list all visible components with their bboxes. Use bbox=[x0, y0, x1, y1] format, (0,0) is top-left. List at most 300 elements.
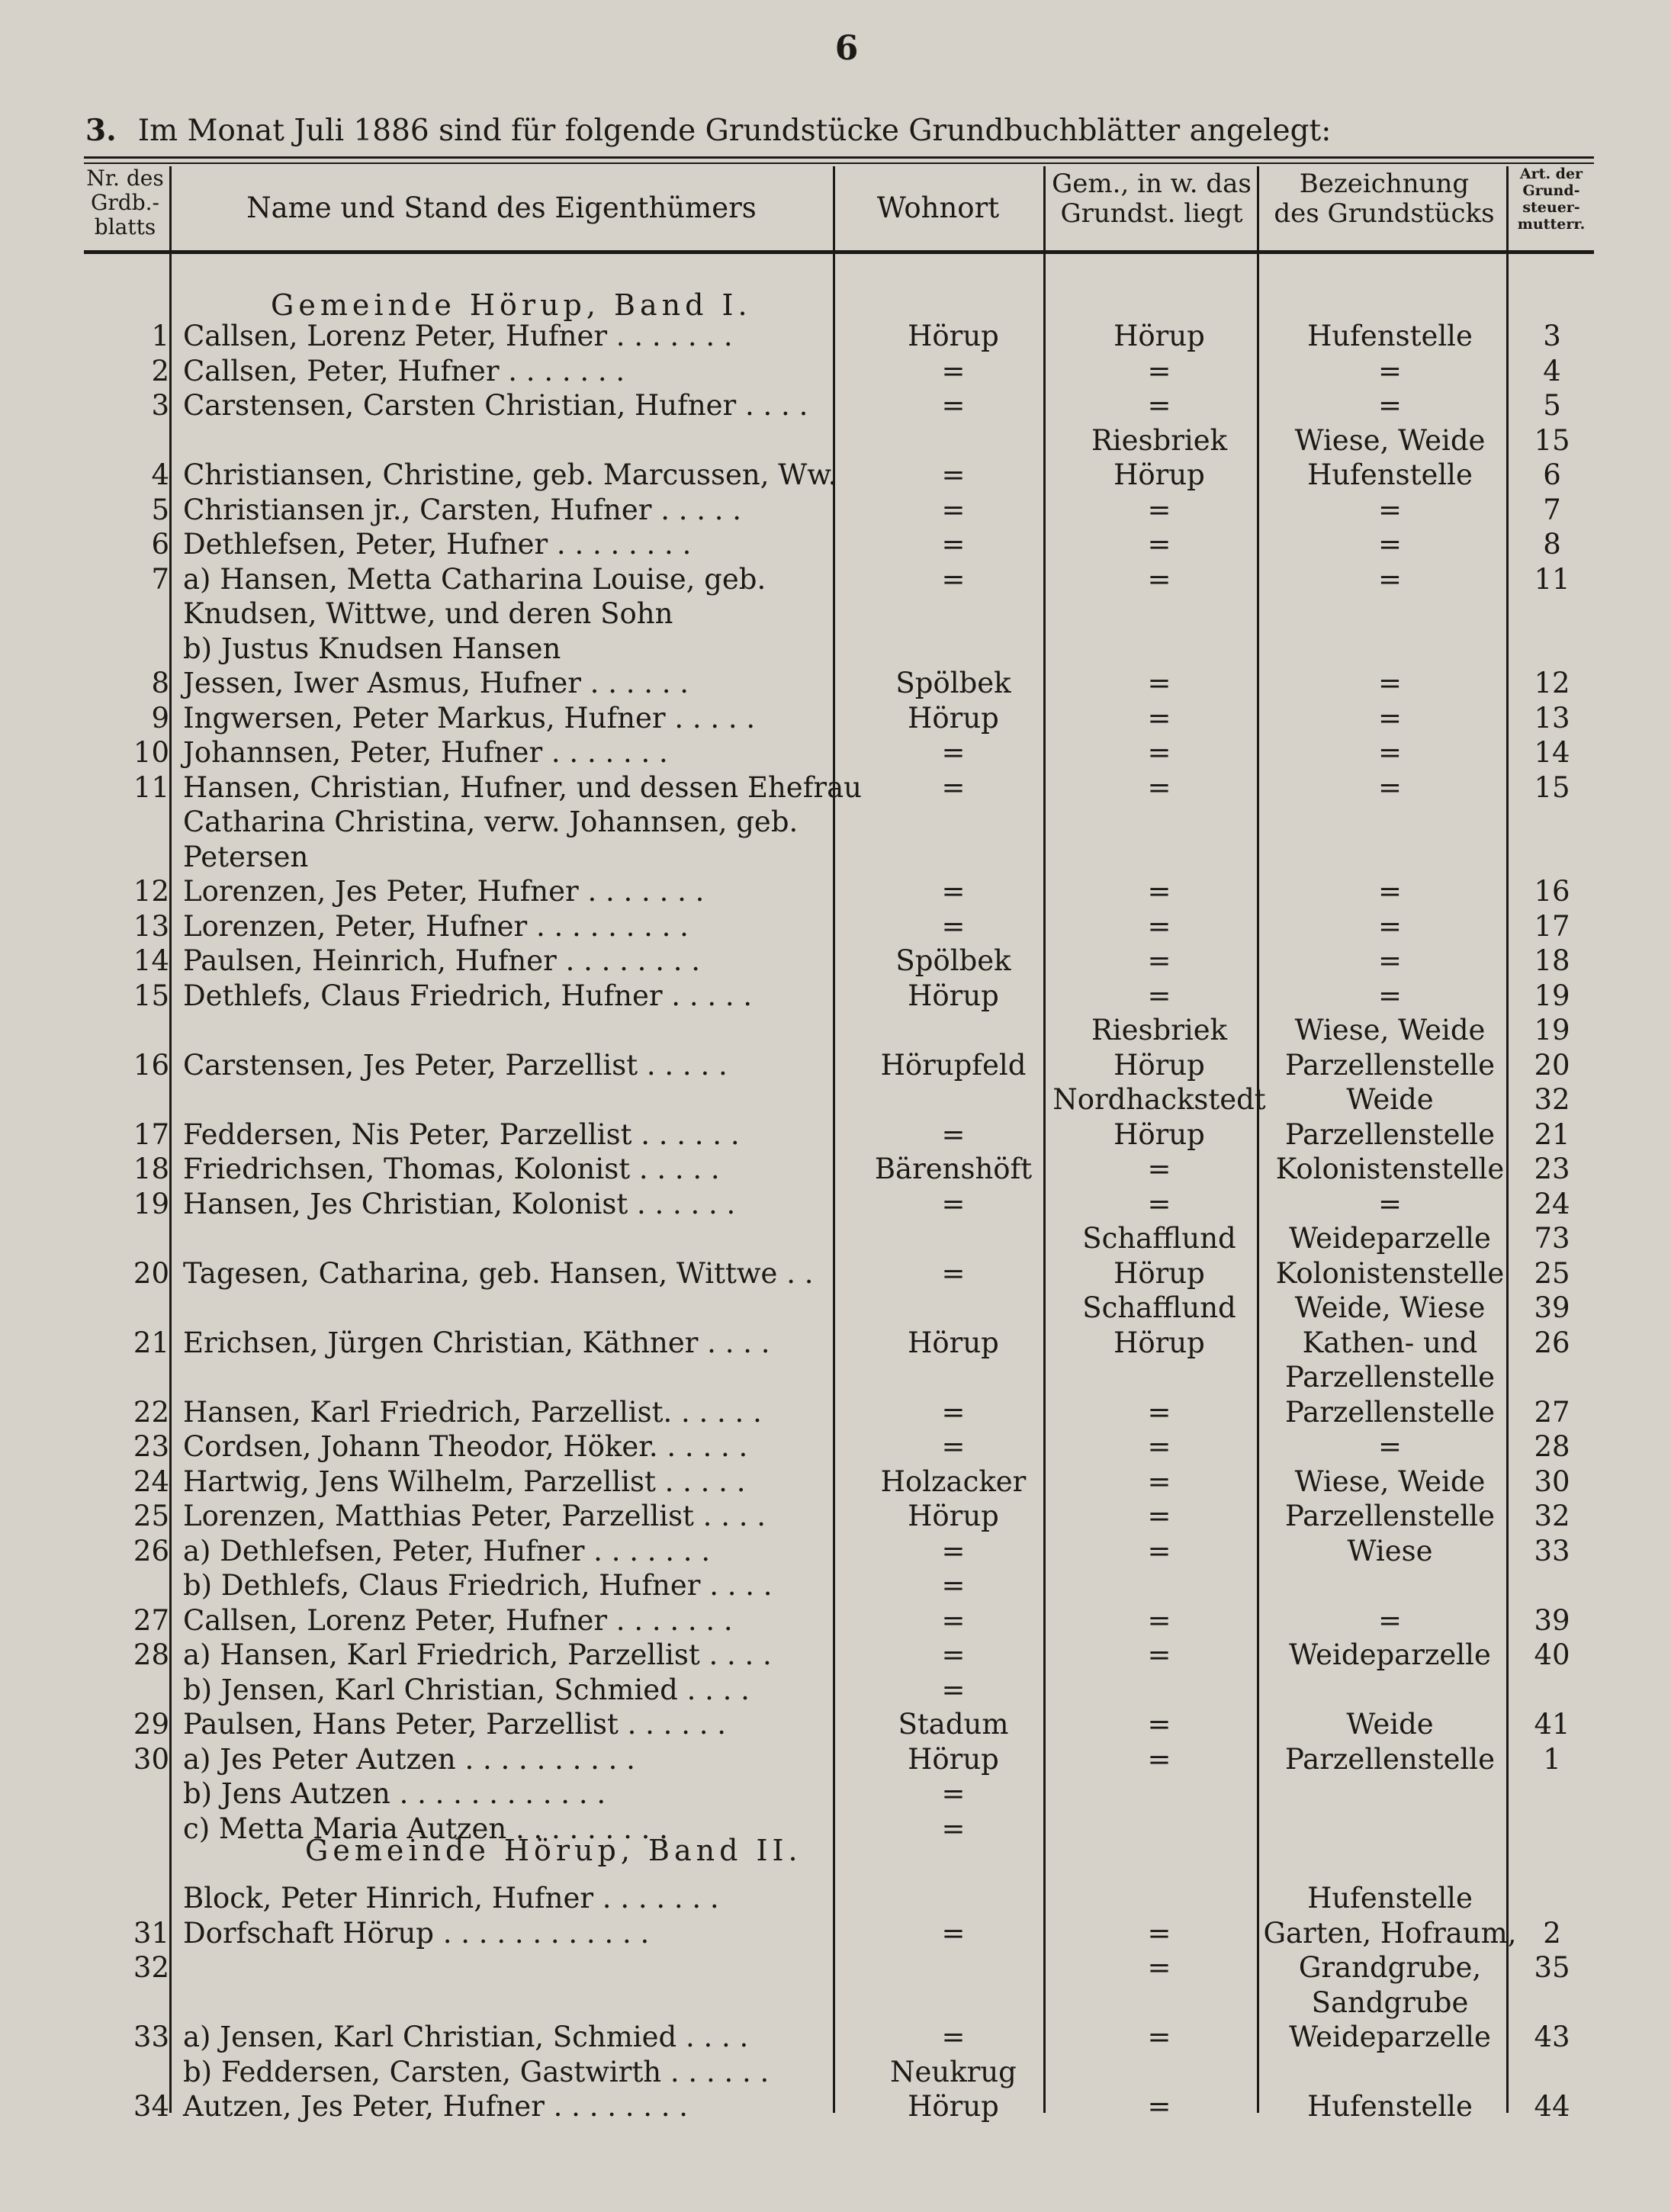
table-row bbox=[0, 1499, 1671, 1534]
cell-nr: 7 bbox=[151, 563, 169, 596]
table-row bbox=[0, 1221, 1671, 1256]
cell-gemeinde: Hörup bbox=[1113, 1257, 1205, 1290]
cell-wohnort: Hörup bbox=[908, 1326, 999, 1359]
table-row bbox=[0, 770, 1671, 805]
table-row bbox=[0, 1534, 1671, 1569]
section-heading bbox=[85, 113, 1331, 148]
cell-name: Lorenzen, Matthias Peter, Parzellist . . . . bbox=[183, 1500, 766, 1532]
cell-gemeinde: = bbox=[1147, 910, 1171, 943]
cell-bezeichnung: Parzellenstelle bbox=[1284, 1500, 1496, 1532]
cell-gemeinde: = bbox=[1147, 1917, 1171, 1950]
cell-bezeichnung: Grandgrube, bbox=[1298, 1951, 1482, 1984]
cell-name: b) Dethlefs, Claus Friedrich, Hufner . . . . bbox=[183, 1569, 773, 1602]
cell-gemeinde: = bbox=[1147, 1708, 1171, 1741]
cell-bezeichnung: Kolonistenstelle bbox=[1275, 1257, 1505, 1290]
cell-nr: 25 bbox=[133, 1500, 169, 1532]
cell-wohnort: Hörup bbox=[908, 2090, 999, 2123]
cell-name: a) Dethlefsen, Peter, Hufner . . . . . . . bbox=[183, 1535, 711, 1567]
cell-wohnort: = bbox=[941, 1188, 966, 1220]
cell-name: Jessen, Iwer Asmus, Hufner . . . . . . bbox=[183, 667, 689, 699]
cell-nr: 13 bbox=[133, 910, 169, 943]
cell-wohnort: Spölbek bbox=[895, 667, 1011, 699]
section-title-band-2: Gemeinde Hörup, Band II. bbox=[305, 1834, 802, 1867]
cell-nr: 1 bbox=[151, 320, 169, 352]
table-row bbox=[0, 1568, 1671, 1603]
table-row bbox=[0, 1985, 1671, 2021]
cell-bezeichnung: Wiese, Weide bbox=[1294, 1014, 1486, 1047]
cell-bezeichnung: Weide bbox=[1346, 1708, 1434, 1741]
cell-name: Dethlefsen, Peter, Hufner . . . . . . . . bbox=[183, 528, 692, 561]
cell-bezeichnung: = bbox=[1377, 528, 1402, 561]
cell-artikel: 39 bbox=[1534, 1291, 1570, 1324]
cell-nr: 32 bbox=[133, 1951, 169, 1984]
cell-bezeichnung: = bbox=[1377, 702, 1402, 735]
table-row bbox=[0, 354, 1671, 389]
cell-bezeichnung: = bbox=[1377, 944, 1402, 977]
cell-wohnort: = bbox=[941, 1257, 966, 1290]
header-top-rule bbox=[84, 156, 1594, 159]
cell-gemeinde: = bbox=[1147, 979, 1171, 1012]
cell-name: Catharina Christina, verw. Johannsen, geb. bbox=[183, 805, 799, 838]
column-header-bezeichnung-line2: des Grundstücks bbox=[1274, 198, 1495, 230]
table-row bbox=[0, 1048, 1671, 1083]
cell-bezeichnung: = bbox=[1377, 979, 1402, 1012]
cell-name: Callsen, Lorenz Peter, Hufner . . . . . . . bbox=[183, 320, 733, 352]
table-row bbox=[0, 805, 1671, 840]
cell-wohnort: = bbox=[941, 563, 966, 596]
cell-name: Dethlefs, Claus Friedrich, Hufner . . . . . bbox=[183, 979, 753, 1012]
table-row bbox=[0, 1812, 1671, 1847]
cell-nr: 18 bbox=[133, 1153, 169, 1185]
cell-gemeinde: Hörup bbox=[1113, 1326, 1205, 1359]
cell-gemeinde: = bbox=[1147, 2090, 1171, 2123]
cell-artikel: 26 bbox=[1534, 1326, 1570, 1359]
cell-gemeinde: Riesbriek bbox=[1091, 1014, 1228, 1047]
cell-artikel: 4 bbox=[1543, 355, 1561, 387]
cell-gemeinde: = bbox=[1147, 1638, 1171, 1671]
cell-artikel: 44 bbox=[1534, 2090, 1570, 2123]
cell-name: Lorenzen, Jes Peter, Hufner . . . . . . . bbox=[183, 875, 705, 908]
table-row bbox=[0, 1256, 1671, 1291]
cell-artikel: 19 bbox=[1534, 1014, 1570, 1047]
column-header-wohnort: Wohnort bbox=[876, 191, 1000, 224]
cell-artikel: 2 bbox=[1543, 1917, 1561, 1950]
cell-nr: 30 bbox=[133, 1743, 169, 1776]
table-row bbox=[0, 1395, 1671, 1430]
cell-name: Hansen, Karl Friedrich, Parzellist. . . . . . bbox=[183, 1396, 762, 1429]
cell-name: a) Jensen, Karl Christian, Schmied . . . . bbox=[183, 2021, 749, 2053]
cell-bezeichnung: = bbox=[1377, 910, 1402, 943]
table-row bbox=[0, 319, 1671, 354]
table-row bbox=[0, 1360, 1671, 1395]
cell-bezeichnung: Wiese, Weide bbox=[1294, 1465, 1486, 1498]
cell-bezeichnung: Hufenstelle bbox=[1307, 320, 1473, 352]
cell-gemeinde: = bbox=[1147, 1535, 1171, 1567]
cell-nr: 14 bbox=[133, 944, 169, 977]
cell-wohnort: Bärenshöft bbox=[874, 1153, 1033, 1185]
cell-bezeichnung: Weideparzelle bbox=[1289, 2021, 1491, 2053]
cell-artikel: 25 bbox=[1534, 1257, 1570, 1290]
cell-bezeichnung: Weide, Wiese bbox=[1294, 1291, 1486, 1324]
cell-nr: 5 bbox=[151, 494, 169, 526]
cell-name: b) Justus Knudsen Hansen bbox=[183, 632, 561, 665]
cell-nr: 24 bbox=[133, 1465, 169, 1498]
cell-bezeichnung: Parzellenstelle bbox=[1284, 1118, 1496, 1151]
cell-artikel: 13 bbox=[1534, 702, 1570, 735]
cell-wohnort: = bbox=[941, 494, 966, 526]
cell-name: Feddersen, Nis Peter, Parzellist . . . . . . bbox=[183, 1118, 740, 1151]
cell-gemeinde: = bbox=[1147, 494, 1171, 526]
cell-artikel: 14 bbox=[1534, 736, 1570, 769]
cell-name: Petersen bbox=[183, 841, 309, 873]
cell-name: Callsen, Peter, Hufner . . . . . . . bbox=[183, 355, 625, 387]
cell-wohnort: Hörupfeld bbox=[880, 1049, 1027, 1082]
cell-gemeinde: = bbox=[1147, 1500, 1171, 1532]
table-row bbox=[0, 1152, 1671, 1187]
cell-gemeinde: = bbox=[1147, 355, 1171, 387]
cell-bezeichnung: Kolonistenstelle bbox=[1275, 1153, 1505, 1185]
table-row bbox=[0, 388, 1671, 423]
table-row bbox=[0, 1916, 1671, 1951]
cell-name: b) Feddersen, Carsten, Gastwirth . . . . . . bbox=[183, 2056, 770, 2088]
cell-name: a) Hansen, Karl Friedrich, Parzellist . . . . bbox=[183, 1638, 772, 1671]
cell-wohnort: = bbox=[941, 736, 966, 769]
cell-bezeichnung: = bbox=[1377, 563, 1402, 596]
cell-bezeichnung: = bbox=[1377, 736, 1402, 769]
cell-bezeichnung: = bbox=[1377, 494, 1402, 526]
table-row bbox=[0, 874, 1671, 909]
cell-wohnort: = bbox=[941, 771, 966, 804]
cell-wohnort: = bbox=[941, 1777, 966, 1810]
column-header-nr-line1: Nr. des bbox=[86, 166, 164, 191]
cell-gemeinde: = bbox=[1147, 528, 1171, 561]
cell-wohnort: = bbox=[941, 1569, 966, 1602]
table-row bbox=[0, 1187, 1671, 1222]
cell-gemeinde: = bbox=[1147, 944, 1171, 977]
cell-bezeichnung: Weideparzelle bbox=[1289, 1222, 1491, 1255]
cell-artikel: 24 bbox=[1534, 1188, 1570, 1220]
cell-wohnort: = bbox=[941, 1396, 966, 1429]
cell-gemeinde: = bbox=[1147, 2021, 1171, 2053]
cell-bezeichnung: = bbox=[1377, 355, 1402, 387]
cell-name: Tagesen, Catharina, geb. Hansen, Wittwe . . bbox=[183, 1257, 814, 1290]
cell-name: b) Jens Autzen . . . . . . . . . . . . bbox=[183, 1777, 606, 1810]
cell-gemeinde: Hörup bbox=[1113, 320, 1205, 352]
column-header-bezeichnung bbox=[1262, 169, 1506, 229]
cell-name: Autzen, Jes Peter, Hufner . . . . . . . . bbox=[183, 2090, 689, 2123]
cell-bezeichnung: Sandgrube bbox=[1311, 1986, 1469, 2019]
section-title-band-1: Gemeinde Hörup, Band I. bbox=[271, 288, 752, 322]
cell-artikel: 3 bbox=[1543, 320, 1561, 352]
cell-artikel: 33 bbox=[1534, 1535, 1570, 1567]
header-bottom-rule bbox=[84, 250, 1594, 254]
table-row bbox=[0, 1707, 1671, 1742]
cell-nr: 21 bbox=[133, 1326, 169, 1359]
table-row bbox=[0, 493, 1671, 528]
table-row bbox=[0, 596, 1671, 632]
cell-artikel: 20 bbox=[1534, 1049, 1570, 1082]
cell-wohnort: Hörup bbox=[908, 320, 999, 352]
cell-artikel: 32 bbox=[1534, 1083, 1570, 1116]
table-row bbox=[0, 527, 1671, 562]
table-row bbox=[0, 2055, 1671, 2090]
cell-gemeinde: = bbox=[1147, 702, 1171, 735]
cell-name: Callsen, Lorenz Peter, Hufner . . . . . . . bbox=[183, 1604, 733, 1637]
cell-wohnort: Stadum bbox=[898, 1708, 1009, 1741]
cell-gemeinde: = bbox=[1147, 1153, 1171, 1185]
cell-wohnort: Holzacker bbox=[880, 1465, 1027, 1498]
cell-name: Ingwersen, Peter Markus, Hufner . . . . . bbox=[183, 702, 756, 735]
table-row bbox=[0, 666, 1671, 701]
table-row bbox=[0, 1776, 1671, 1812]
cell-nr: 31 bbox=[133, 1917, 169, 1950]
cell-nr: 17 bbox=[133, 1118, 169, 1151]
cell-bezeichnung: Parzellenstelle bbox=[1284, 1396, 1496, 1429]
cell-artikel: 15 bbox=[1534, 771, 1570, 804]
cell-name: Hansen, Jes Christian, Kolonist . . . . . . bbox=[183, 1188, 736, 1220]
cell-artikel: 40 bbox=[1534, 1638, 1570, 1671]
cell-wohnort: = bbox=[941, 910, 966, 943]
cell-name: Carstensen, Jes Peter, Parzellist . . . . . bbox=[183, 1049, 728, 1082]
table-row bbox=[0, 1464, 1671, 1500]
cell-artikel: 11 bbox=[1534, 563, 1570, 596]
column-header-name: Name und Stand des Eigenthümers bbox=[246, 191, 757, 224]
cell-nr: 26 bbox=[133, 1535, 169, 1567]
cell-wohnort: = bbox=[941, 389, 966, 422]
cell-wohnort: = bbox=[941, 1430, 966, 1463]
cell-artikel: 6 bbox=[1543, 458, 1561, 491]
cell-artikel: 19 bbox=[1534, 979, 1570, 1012]
cell-artikel: 23 bbox=[1534, 1153, 1570, 1185]
cell-name: Knudsen, Wittwe, und deren Sohn bbox=[183, 597, 673, 630]
cell-artikel: 1 bbox=[1543, 1743, 1561, 1776]
cell-nr: 20 bbox=[133, 1257, 169, 1290]
cell-gemeinde: Hörup bbox=[1113, 1118, 1205, 1151]
column-header-nr-line2: Grdb.- bbox=[91, 190, 159, 216]
cell-nr: 6 bbox=[151, 528, 169, 561]
cell-bezeichnung: = bbox=[1377, 1430, 1402, 1463]
cell-artikel: 43 bbox=[1534, 2021, 1570, 2053]
cell-nr: 27 bbox=[133, 1604, 169, 1637]
cell-artikel: 16 bbox=[1534, 875, 1570, 908]
cell-name: Carstensen, Carsten Christian, Hufner . . . . bbox=[183, 389, 808, 422]
cell-gemeinde: = bbox=[1147, 771, 1171, 804]
table-row bbox=[0, 1291, 1671, 1326]
table-row bbox=[0, 1326, 1671, 1361]
column-header-artikel-line2: Grund- bbox=[1522, 182, 1580, 199]
table-row bbox=[0, 632, 1671, 667]
cell-gemeinde: = bbox=[1147, 389, 1171, 422]
cell-gemeinde: Hörup bbox=[1113, 458, 1205, 491]
cell-nr: 23 bbox=[133, 1430, 169, 1463]
cell-nr: 19 bbox=[133, 1188, 169, 1220]
column-header-artikel bbox=[1509, 166, 1594, 233]
cell-wohnort: Neukrug bbox=[890, 2056, 1017, 2088]
cell-wohnort: Spölbek bbox=[895, 944, 1011, 977]
cell-name: Friedrichsen, Thomas, Kolonist . . . . . bbox=[183, 1153, 720, 1185]
cell-bezeichnung: Weideparzelle bbox=[1289, 1638, 1491, 1671]
cell-name: b) Jensen, Karl Christian, Schmied . . . . bbox=[183, 1673, 750, 1706]
cell-artikel: 18 bbox=[1534, 944, 1570, 977]
table-row bbox=[0, 979, 1671, 1014]
cell-name: Christiansen, Christine, geb. Marcussen, Ww. bbox=[183, 458, 837, 491]
table-row bbox=[0, 840, 1671, 875]
cell-bezeichnung: Kathen- und bbox=[1302, 1326, 1478, 1359]
cell-nr: 8 bbox=[151, 667, 169, 699]
column-header-nr-line3: blatts bbox=[94, 214, 156, 240]
cell-gemeinde: = bbox=[1147, 1951, 1171, 1984]
cell-gemeinde: = bbox=[1147, 667, 1171, 699]
cell-wohnort: = bbox=[941, 528, 966, 561]
cell-wohnort: = bbox=[941, 1638, 966, 1671]
cell-gemeinde: = bbox=[1147, 1604, 1171, 1637]
table-row bbox=[0, 1950, 1671, 1985]
cell-artikel: 28 bbox=[1534, 1430, 1570, 1463]
cell-gemeinde: = bbox=[1147, 1396, 1171, 1429]
section-heading-text: Im Monat Juli 1886 sind für folgende Grundstücke Grundbuchblätter angelegt: bbox=[137, 114, 1332, 148]
cell-bezeichnung: = bbox=[1377, 389, 1402, 422]
cell-nr: 15 bbox=[133, 979, 169, 1012]
cell-artikel: 35 bbox=[1534, 1951, 1570, 1984]
cell-nr: 12 bbox=[133, 875, 169, 908]
cell-artikel: 7 bbox=[1543, 494, 1561, 526]
table-row bbox=[0, 909, 1671, 944]
cell-name: Dorfschaft Hörup . . . . . . . . . . . . bbox=[183, 1917, 650, 1950]
cell-nr: 29 bbox=[133, 1708, 169, 1741]
cell-bezeichnung: Wiese, Weide bbox=[1294, 424, 1486, 457]
cell-wohnort: = bbox=[941, 355, 966, 387]
section-number: 3. bbox=[85, 113, 117, 148]
table-row bbox=[0, 944, 1671, 979]
table-row bbox=[0, 1082, 1671, 1117]
cell-bezeichnung: Parzellenstelle bbox=[1284, 1361, 1496, 1394]
cell-name: Erichsen, Jürgen Christian, Käthner . . . . bbox=[183, 1326, 770, 1359]
table-row bbox=[0, 1673, 1671, 1708]
cell-bezeichnung: Hufenstelle bbox=[1307, 458, 1473, 491]
cell-wohnort: = bbox=[941, 1535, 966, 1567]
cell-artikel: 15 bbox=[1534, 424, 1570, 457]
cell-bezeichnung: = bbox=[1377, 667, 1402, 699]
table-row bbox=[0, 1117, 1671, 1153]
table-row bbox=[0, 701, 1671, 736]
column-header-gemeinde-line2: Grundst. liegt bbox=[1060, 198, 1243, 230]
cell-wohnort: = bbox=[941, 1673, 966, 1706]
cell-wohnort: = bbox=[941, 1812, 966, 1845]
cell-bezeichnung: = bbox=[1377, 771, 1402, 804]
cell-wohnort: = bbox=[941, 2021, 966, 2053]
cell-name: Paulsen, Hans Peter, Parzellist . . . . . . bbox=[183, 1708, 726, 1741]
cell-gemeinde: = bbox=[1147, 736, 1171, 769]
cell-artikel: 12 bbox=[1534, 667, 1570, 699]
cell-bezeichnung: Hufenstelle bbox=[1307, 2090, 1473, 2123]
column-header-artikel-line3: steuer- bbox=[1522, 198, 1580, 216]
cell-name: Christiansen jr., Carsten, Hufner . . . . . bbox=[183, 494, 742, 526]
column-header-nr bbox=[82, 166, 168, 240]
cell-nr: 10 bbox=[133, 736, 169, 769]
cell-nr: 28 bbox=[133, 1638, 169, 1671]
table-row bbox=[0, 2020, 1671, 2055]
cell-wohnort: = bbox=[941, 458, 966, 491]
cell-wohnort: = bbox=[941, 1118, 966, 1151]
cell-artikel: 27 bbox=[1534, 1396, 1570, 1429]
header-top-rule-thin bbox=[84, 162, 1594, 164]
cell-bezeichnung: Hufenstelle bbox=[1307, 1882, 1473, 1915]
cell-gemeinde: = bbox=[1147, 1188, 1171, 1220]
cell-nr: 2 bbox=[151, 355, 169, 387]
cell-nr: 9 bbox=[151, 702, 169, 735]
cell-gemeinde: Schafflund bbox=[1082, 1291, 1236, 1324]
cell-bezeichnung: = bbox=[1377, 1604, 1402, 1637]
cell-name: Johannsen, Peter, Hufner . . . . . . . bbox=[183, 736, 668, 769]
column-header-gemeinde bbox=[1045, 169, 1258, 229]
cell-nr: 33 bbox=[133, 2021, 169, 2053]
table-row bbox=[0, 1429, 1671, 1464]
cell-bezeichnung: Parzellenstelle bbox=[1284, 1049, 1496, 1082]
cell-gemeinde: = bbox=[1147, 1430, 1171, 1463]
cell-name: a) Hansen, Metta Catharina Louise, geb. bbox=[183, 563, 766, 596]
cell-nr: 3 bbox=[151, 389, 169, 422]
cell-artikel: 17 bbox=[1534, 910, 1570, 943]
column-header-gemeinde-line1: Gem., in w. das bbox=[1052, 169, 1252, 199]
table-row bbox=[0, 735, 1671, 770]
cell-bezeichnung: = bbox=[1377, 1188, 1402, 1220]
table-row bbox=[0, 1881, 1671, 1916]
cell-gemeinde: = bbox=[1147, 875, 1171, 908]
cell-name: Paulsen, Heinrich, Hufner . . . . . . . . bbox=[183, 944, 700, 977]
cell-gemeinde: = bbox=[1147, 563, 1171, 596]
cell-wohnort: = bbox=[941, 875, 966, 908]
cell-name: Lorenzen, Peter, Hufner . . . . . . . . . bbox=[183, 910, 689, 943]
cell-artikel: 73 bbox=[1534, 1222, 1570, 1255]
cell-artikel: 5 bbox=[1543, 389, 1561, 422]
cell-wohnort: Hörup bbox=[908, 1743, 999, 1776]
cell-bezeichnung: Garten, Hofraum, bbox=[1263, 1917, 1517, 1950]
table-row bbox=[0, 458, 1671, 493]
page-number: 6 bbox=[834, 29, 859, 68]
column-header-artikel-line1: Art. der bbox=[1519, 166, 1583, 182]
cell-artikel: 30 bbox=[1534, 1465, 1570, 1498]
cell-bezeichnung: Weide bbox=[1346, 1083, 1434, 1116]
cell-artikel: 39 bbox=[1534, 1604, 1570, 1637]
cell-name: Block, Peter Hinrich, Hufner . . . . . . . bbox=[183, 1882, 719, 1915]
column-header-artikel-line4: mutterr. bbox=[1517, 215, 1586, 233]
cell-gemeinde: Hörup bbox=[1113, 1049, 1205, 1082]
cell-nr: 34 bbox=[133, 2090, 169, 2123]
table-row bbox=[0, 1013, 1671, 1048]
cell-bezeichnung: = bbox=[1377, 875, 1402, 908]
table-row bbox=[0, 1742, 1671, 1777]
cell-gemeinde: Nordhackstedt bbox=[1052, 1083, 1266, 1116]
cell-wohnort: Hörup bbox=[908, 702, 999, 735]
cell-wohnort: = bbox=[941, 1917, 966, 1950]
cell-name: Hansen, Christian, Hufner, und dessen Ehefrau bbox=[183, 771, 862, 804]
cell-gemeinde: = bbox=[1147, 1743, 1171, 1776]
cell-nr: 11 bbox=[133, 771, 169, 804]
cell-gemeinde: Riesbriek bbox=[1091, 424, 1228, 457]
cell-wohnort: Hörup bbox=[908, 1500, 999, 1532]
cell-name: a) Jes Peter Autzen . . . . . . . . . . bbox=[183, 1743, 635, 1776]
table-row bbox=[0, 1603, 1671, 1638]
cell-nr: 4 bbox=[151, 458, 169, 491]
cell-artikel: 41 bbox=[1534, 1708, 1570, 1741]
table-row bbox=[0, 562, 1671, 597]
cell-gemeinde: Schafflund bbox=[1082, 1222, 1236, 1255]
cell-name: Cordsen, Johann Theodor, Höker. . . . . . bbox=[183, 1430, 748, 1463]
cell-name: Hartwig, Jens Wilhelm, Parzellist . . . . . bbox=[183, 1465, 746, 1498]
table-row bbox=[0, 1638, 1671, 1673]
cell-nr: 22 bbox=[133, 1396, 169, 1429]
cell-bezeichnung: Parzellenstelle bbox=[1284, 1743, 1496, 1776]
